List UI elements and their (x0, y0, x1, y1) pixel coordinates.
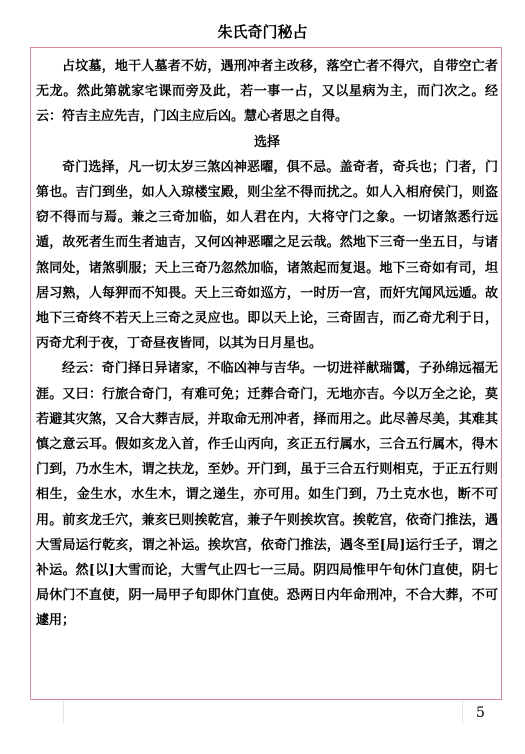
page-title: 朱氏奇门秘占 (217, 23, 308, 41)
section-heading: 选择 (253, 134, 280, 150)
footer-mark-right (462, 700, 463, 724)
body-paragraph-burial: 占坟墓，地干人墓者不妨，遇刑冲者主改移，落空亡者不得穴，自带空亡者无龙。然此第就家宅课而旁及此，若一事一占，又以星病为主，而门次之。经云：符吉主应先吉，门凶主应后凶。慧心者思之自得。 (36, 59, 498, 125)
page-number: 5 (476, 705, 485, 721)
body-paragraph-scripture: 经云：奇门择日异诸家，不临凶神与吉华。一切进祥献瑞霭，子孙绵远福无涯。又曰：行旅合奇门，有难可免；迁葬合奇门，无地亦吉。今以万全之论，莫若避其灾煞，又合大葬吉辰，并取命无刑冲者，择而用之。此尽善尽美，其难其慎之意云耳。假如亥龙入首，作壬山丙向，亥正五行属水，三合五行属木，得木门到，乃水生木，谓之扶龙，至妙。开门到，虽于三合五行则相克，于正五行则相生，金生水，水生木，谓之递生，亦可用。如生门到，乃土克水也，断不可用。前亥龙壬穴，兼亥巳则挨乾宫，兼子午则挨坎宫。挨乾宫，依奇门推法，遇大雪局运行乾亥，谓之补运。挨坎宫，依奇门推法，遇冬至[局]运行壬子，谓之补运。然[以]大雪而论，大雪气止四七一三局。阴四局惟甲午旬休门直使，阴七局休门不直使，阴一局甲子旬即休门直使。恐两日内年命刑冲，不合大葬，不可遽用； (36, 361, 498, 629)
footer-mark-left (63, 700, 64, 724)
footer-rule-marks (0, 700, 525, 730)
body-paragraph-selection: 奇门选择，凡一切太岁三煞凶神恶曜，俱不忌。盖奇者，奇兵也；门者，门第也。吉门到坐，如人入琼楼宝殿，则尘坌不得而扰之。如人入相府侯门，则盗窃不得而与焉。兼之三奇加临，如人君在内，大将守门之象。一切诸煞悉行远遁，故死者生而生者迪吉，又何凶神恶曜之足云哉。然地下三奇一坐五日，与诸煞同处，诸煞驯服；天上三奇乃忽然加临，诸煞起而复退。地下三奇如有司，坦居习熟，人每狎而不知畏。天上三奇如巡方，一时历一宫，而奸宄闻风远遁。故地下三奇终不若天上三奇之灵应也。即以天上论，三奇固吉，而乙奇尤利于日，丙奇尤利于夜，丁奇昼夜皆同，以其为日月星也。 (36, 159, 498, 352)
page-body (36, 54, 498, 634)
